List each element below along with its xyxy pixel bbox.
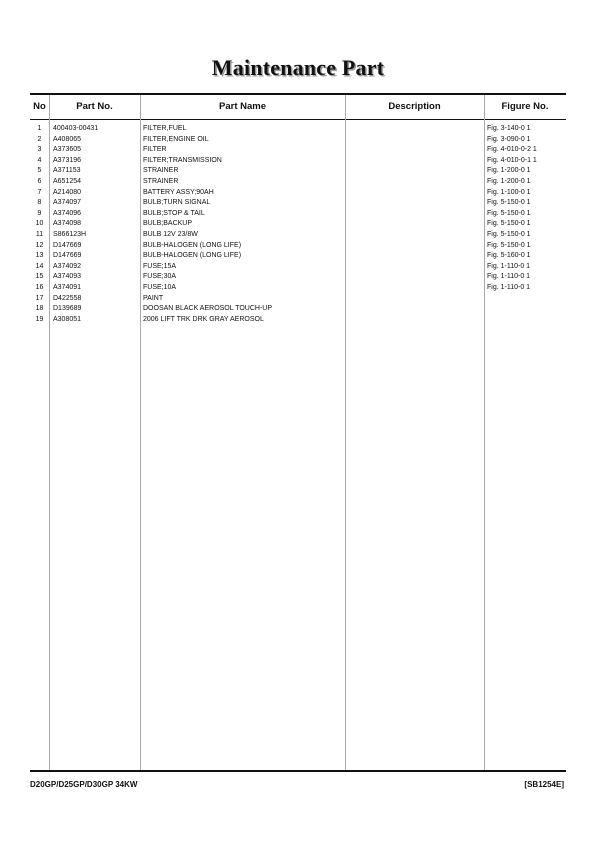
row-part-name: BULB 12V 23/8W (143, 230, 198, 238)
table-row (0, 209, 596, 220)
row-no: 3 (37, 146, 42, 154)
row-part-name: PAINT (143, 294, 164, 302)
row-part-no: A374098 (53, 220, 82, 228)
row-no: 12 (35, 241, 44, 249)
row-part-name: BULB-HALOGEN (LONG LIFE) (143, 252, 242, 260)
row-part-no: 400403-00431 (53, 125, 99, 132)
table-row (0, 188, 596, 199)
row-part-no: D422558 (53, 294, 82, 302)
table-row (0, 156, 596, 167)
header-part-name: Part Name (219, 101, 266, 112)
row-no: 10 (35, 220, 44, 228)
row-part-name: STRAINER (143, 167, 179, 175)
row-no: 5 (37, 167, 42, 175)
row-no: 2 (37, 135, 42, 143)
row-no: 11 (35, 230, 44, 238)
table-row (0, 177, 596, 188)
table-row (0, 283, 596, 294)
row-figure-no: Fig. 1-110-0 1 (487, 262, 531, 270)
row-part-name: BATTERY ASSY;90AH (143, 188, 214, 196)
row-part-name: FUSE;30A (143, 273, 177, 281)
row-part-no: A374096 (53, 209, 82, 217)
row-no: 14 (35, 262, 44, 270)
row-part-name: STRAINER (143, 177, 179, 185)
footer-model: D20GP/D25GP/D30GP 34KW (30, 780, 138, 789)
row-part-name: FILTER;TRANSMISSION (143, 156, 222, 164)
row-part-no: A374091 (53, 283, 82, 291)
header-description: Description (388, 101, 441, 112)
row-part-name: FUSE;10A (143, 283, 177, 291)
table-row (0, 251, 596, 262)
row-figure-no: Fig. 3-140-0 1 (487, 125, 531, 132)
row-part-no: D139689 (53, 305, 82, 313)
table-row (0, 304, 596, 315)
row-part-name: FILTER,ENGINE OIL (143, 135, 209, 143)
table-row (0, 124, 596, 135)
row-figure-no: Fig. 1-110-0 1 (487, 283, 531, 291)
row-part-no: D147669 (53, 252, 82, 260)
table-row (0, 166, 596, 177)
row-figure-no: Fig. 4-010-0-2 1 (487, 146, 537, 154)
table-row (0, 145, 596, 156)
row-no: 13 (35, 252, 44, 260)
header-no: No (33, 101, 46, 112)
table-bottom-rule (30, 770, 566, 772)
row-part-no: A308051 (53, 315, 82, 323)
table-row (0, 262, 596, 273)
row-part-no: A408065 (53, 135, 82, 143)
row-figure-no: Fig. 5-150-0 1 (487, 241, 531, 249)
row-part-no: A651254 (53, 177, 82, 185)
row-part-name: BULB;BACKUP (143, 220, 193, 228)
row-no: 18 (35, 305, 44, 313)
row-part-name: 2006 LIFT TRK DRK GRAY AEROSOL (143, 315, 264, 323)
row-part-name: BULB;STOP & TAIL (143, 209, 205, 217)
parts-table-body (0, 124, 596, 325)
header-part-no: Part No. (76, 101, 113, 112)
row-no: 4 (37, 156, 42, 164)
page-title: Maintenance Part (211, 55, 385, 80)
table-row (0, 315, 596, 326)
table-row (0, 219, 596, 230)
row-figure-no: Fig. 5-150-0 1 (487, 209, 531, 217)
row-figure-no: Fig. 5-160-0 1 (487, 252, 531, 260)
row-part-no: A214080 (53, 188, 82, 196)
row-no: 8 (37, 199, 42, 207)
table-row (0, 272, 596, 283)
row-no: 6 (37, 177, 42, 185)
row-part-no: A374093 (53, 273, 82, 281)
row-no: 1 (37, 125, 42, 132)
row-no: 7 (37, 188, 42, 196)
row-figure-no: Fig. 5-150-0 1 (487, 199, 531, 207)
table-top-rule (30, 93, 566, 95)
row-part-no: A374097 (53, 199, 82, 207)
row-part-name: DOOSAN BLACK AEROSOL TOUCH-UP (143, 305, 273, 313)
row-part-name: BULB;TURN SIGNAL (143, 199, 211, 207)
row-figure-no: Fig. 1-200-0 1 (487, 177, 531, 185)
row-figure-no: Fig. 1-200-0 1 (487, 167, 531, 175)
table-row (0, 241, 596, 252)
table-row (0, 294, 596, 305)
row-no: 16 (35, 283, 44, 291)
table-row (0, 135, 596, 146)
row-figure-no: Fig. 5-150-0 1 (487, 230, 531, 238)
row-part-no: A373196 (53, 156, 82, 164)
row-part-name: BULB-HALOGEN (LONG LIFE) (143, 241, 242, 249)
row-figure-no: Fig. 5-150-0 1 (487, 220, 531, 228)
table-row (0, 198, 596, 209)
row-part-no: A371153 (53, 167, 81, 175)
row-part-name: FUSE;15A (143, 262, 177, 270)
row-part-no: A374092 (53, 262, 82, 270)
row-no: 15 (35, 273, 44, 281)
header-figure-no: Figure No. (501, 101, 549, 112)
row-figure-no: Fig. 4-010-0-1 1 (487, 156, 537, 164)
row-no: 19 (35, 315, 44, 323)
row-no: 17 (35, 294, 44, 302)
header-bottom-rule (30, 119, 566, 120)
row-figure-no: Fig. 1-110-0 1 (487, 273, 531, 281)
row-part-no: A373605 (53, 146, 82, 154)
footer-code: [SB1254E] (524, 780, 564, 789)
row-no: 9 (37, 209, 42, 217)
row-part-name: FILTER,FUEL (143, 125, 187, 132)
row-figure-no: Fig. 3-090-0 1 (487, 135, 531, 143)
row-figure-no: Fig. 1-100-0 1 (487, 188, 531, 196)
table-row (0, 230, 596, 241)
row-part-no: D147669 (53, 241, 82, 249)
row-part-name: FILTER (143, 146, 167, 154)
row-part-no: S866123H (53, 230, 87, 238)
